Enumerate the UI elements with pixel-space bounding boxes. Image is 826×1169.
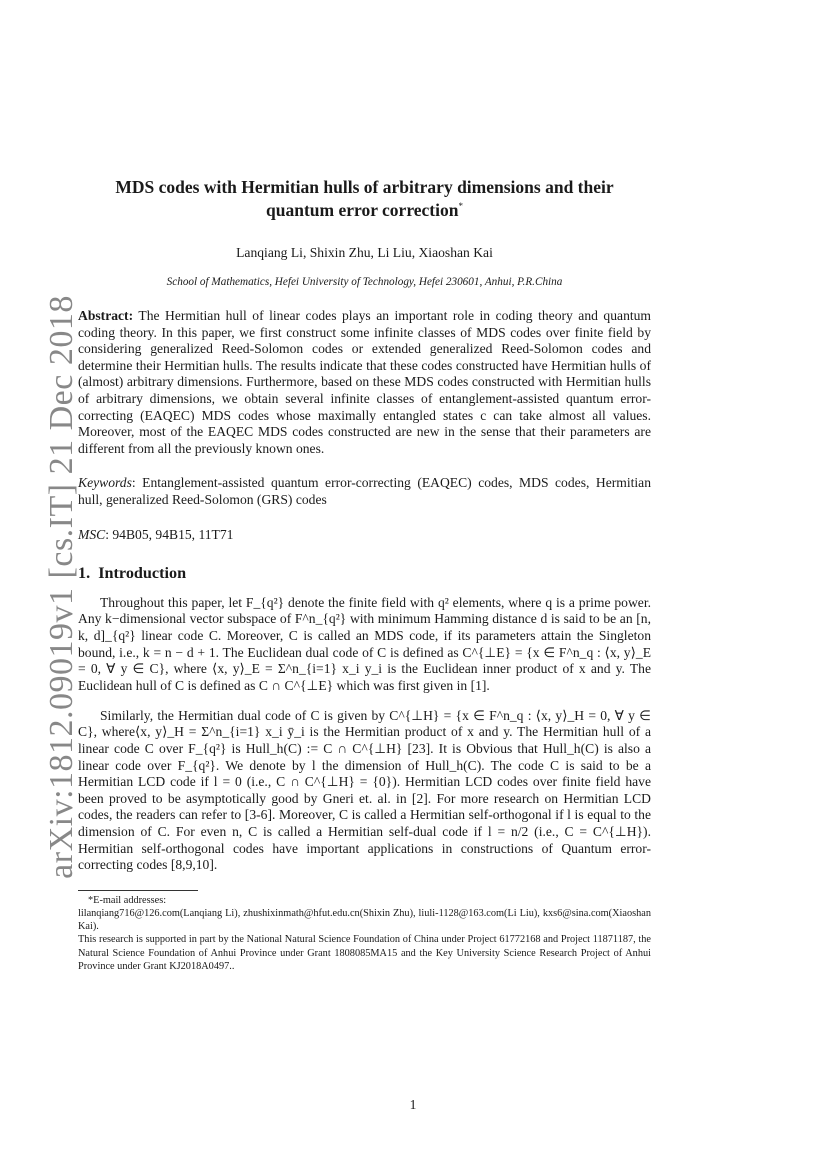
- section-number: 1.: [78, 564, 91, 583]
- footnote-funding: This research is supported in part by the National Natural Science Foundation of China under Project 61772168 and Project 11871187, the Natural Science Foundation of Anhui Province under Grant 1808085MA15 and the Key University Science Research Project of Anhui Province under Grant KJ2018A0497..: [78, 934, 651, 972]
- title-footnote-mark: *: [458, 201, 463, 211]
- section-heading-introduction: [78, 565, 651, 582]
- arxiv-identifier-stamp: arXiv:1812.09019v1 [cs.IT] 21 Dec 2018: [43, 295, 80, 879]
- footnote-email-label: *E-mail addresses:: [88, 894, 167, 906]
- title-line-2: quantum error correction: [266, 199, 459, 220]
- msc-text: : 94B05, 94B15, 11T71: [105, 526, 234, 542]
- section-title: Introduction: [98, 564, 187, 583]
- author-list: Lanqiang Li, Shixin Zhu, Li Liu, Xiaoshan Kai: [236, 244, 493, 260]
- msc-label: MSC: [78, 526, 106, 542]
- intro-paragraph-2: Similarly, the Hermitian dual code of C is given by C^{⊥H} = {x ∈ F^n_q : ⟨x, y⟩_H = 0, ∀ y ∈ C}, where⟨x, y⟩_H = Σ^n_{i=1} x_i ȳ_i is the Hermitian product of x and y. The Hermitian hull of a linear code C over F_{q²} is Hull_h(C) := C ∩ C^{⊥H} [23]. It is Obvious that Hull_h(C) is also a linear code over F_{q²}. We denote by l the dimension of Hull_h(C). The code C is said to be a Hermitian LCD code if l = 0 (i.e., C ∩ C^{⊥H} = {0}). Hermitian LCD codes over finite field have been proved to be asymptotically good by Gneri et. al. in [2]. For more research on Hermitian LCD codes, the readers can refer to [3-6]. Moreover, C is called a Hermitian self-orthogonal if l is equal to the dimension of C. For even n, C is called a Hermitian self-dual code if l = n/2 (i.e., C = C^{⊥H}). Hermitian self-orthogonal codes have important applications in constructions of Quantum error-correcting codes [8,9,10].: [78, 707, 651, 873]
- paper-page: [78, 178, 651, 973]
- intro-paragraph-1: Throughout this paper, let F_{q²} denote the finite field with q² elements, where q is a prime power. Any k−dimensional vector subspace of F^n_{q²} with minimum Hamming distance d is said to be an [n, k, d]_{q²} linear code C. Moreover, C is called an MDS code, if its parameters attain the Singleton bound, i.e., k = n − d + 1. The Euclidean dual code of C is defined as C^{⊥E} = {x ∈ F^n_q : ⟨x, y⟩_E = 0, ∀ y ∈ C}, where ⟨x, y⟩_E = Σ^n_{i=1} x_i y_i is the Euclidean inner product of x and y. The Euclidean hull of C is defined as C ∩ C^{⊥E} which was first given in [1].: [78, 594, 651, 693]
- page-number: 1: [409, 1097, 417, 1112]
- abstract-text: The Hermitian hull of linear codes plays an important role in coding theory and quantum coding theory. In this paper, we first construct some infinite classes of MDS codes over finite field by considering generalized Reed-Solomon codes or extended generalized Reed-Solomon codes and determine their Hermitian hulls. The results indicate that these codes constructed have Hermitian hulls of (almost) arbitrary dimensions. Furthermore, based on these MDS codes constructed with Hermitian hulls of arbitrary dimensions, we obtain several infinite classes of entanglement-assisted quantum error-correcting (EAQEC) MDS codes whose maximally entangled states c can take almost all values. Moreover, most of the EAQEC MDS codes constructed are new in the sense that their parameters are different from all the previously known ones.: [78, 308, 652, 456]
- keywords-label: Keywords: [78, 475, 132, 491]
- title-line-1: MDS codes with Hermitian hulls of arbitrary dimensions and their: [115, 177, 614, 197]
- footnotes: [78, 894, 651, 973]
- abstract-label: Abstract:: [78, 308, 134, 324]
- abstract: [78, 308, 651, 457]
- keywords-text: : Entanglement-assisted quantum error-correcting (EAQEC) codes, MDS codes, Hermitian hull, generalized Reed-Solomon (GRS) codes: [78, 475, 651, 507]
- footnote-emails: lilanqiang716@126.com(Lanqiang Li), zhushixinmath@hfut.edu.cn(Shixin Zhu), liuli-1128@163.com(Li Liu), kxs6@sina.com(Xiaoshan Kai).: [78, 908, 651, 933]
- footnote-divider: [78, 890, 198, 891]
- affiliation: School of Mathematics, Hefei University of Technology, Hefei 230601, Anhui, P.R.China: [166, 276, 563, 289]
- msc-classification: [78, 527, 651, 544]
- paper-title: [78, 178, 651, 220]
- keywords: [78, 475, 651, 508]
